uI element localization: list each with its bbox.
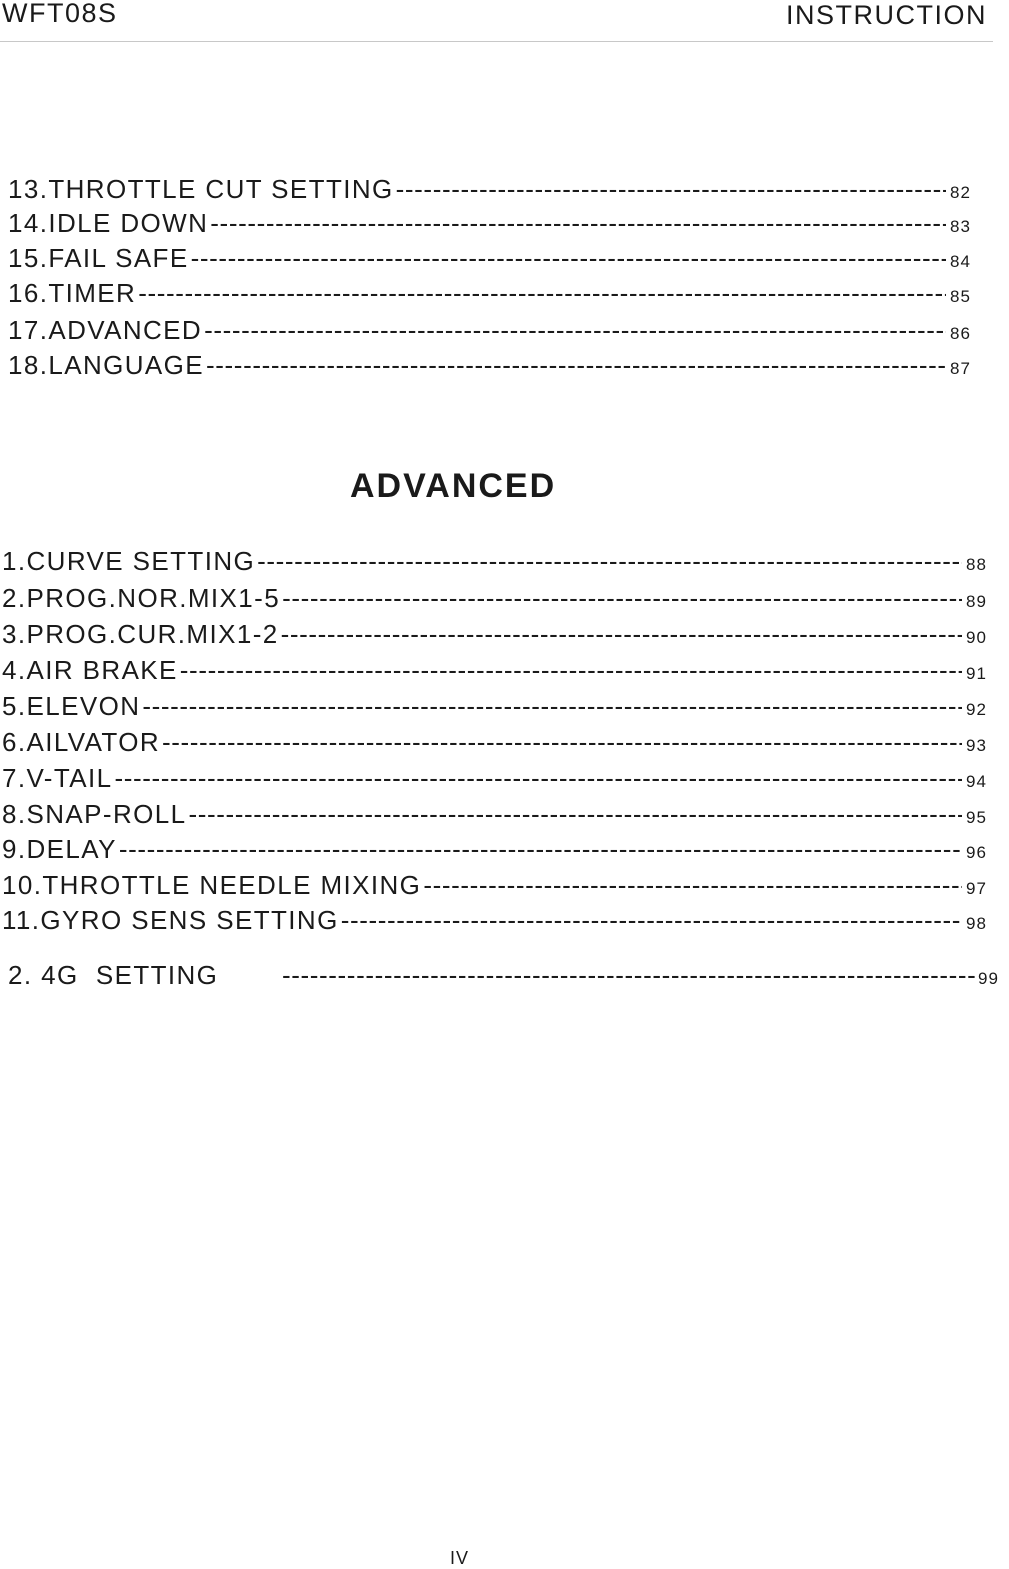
- toc-leader-dots: [257, 546, 962, 576]
- toc-entry-elevon[interactable]: [2, 685, 996, 721]
- header-divider: [0, 41, 993, 42]
- toc-entry-label: 1.CURVE SETTING: [2, 546, 256, 576]
- toc-entry-24g-setting[interactable]: [8, 954, 1008, 990]
- toc-entry-label: 7.V-TAIL: [2, 763, 113, 793]
- toc-leader-dots: [119, 834, 962, 864]
- toc-leader-dots: [191, 243, 946, 273]
- toc-entry-label: 4.AIR BRAKE: [2, 655, 178, 685]
- toc-leader-dots: [206, 350, 946, 380]
- toc-entry-fail-safe[interactable]: [8, 237, 980, 273]
- toc-leader-dots: [180, 655, 962, 685]
- toc-entry-label: 2. 4G SETTING: [8, 960, 219, 990]
- toc-leader-dots: [138, 278, 946, 308]
- toc-entry-label: 8.SNAP-ROLL: [2, 799, 187, 829]
- toc-entry-label: 11.GYRO SENS SETTING: [2, 905, 339, 935]
- toc-entry-prog-nor-mix[interactable]: [2, 577, 996, 613]
- toc-entry-label: 2.PROG.NOR.MIX1-5: [2, 583, 281, 613]
- toc-leader-dots: [114, 763, 962, 793]
- toc-page-number: 93: [966, 736, 987, 755]
- toc-page-number: 91: [966, 664, 987, 683]
- toc-entry-label: 5.ELEVON: [2, 691, 141, 721]
- toc-entry-label: 13.THROTTLE CUT SETTING: [8, 174, 394, 204]
- toc-entry-ailvator[interactable]: [2, 721, 996, 757]
- toc-entry-label: 15.FAIL SAFE: [8, 243, 189, 273]
- model-name: WFT08S: [2, 0, 118, 28]
- toc-page-number: 98: [966, 914, 987, 933]
- toc-leader-dots: [423, 870, 962, 900]
- toc-leader-dots: [396, 174, 946, 204]
- toc-entry-gyro-sens-setting[interactable]: [2, 899, 996, 935]
- toc-page-number: 88: [966, 555, 987, 574]
- toc-entry-throttle-needle-mixing[interactable]: [2, 864, 996, 900]
- toc-leader-dots: [142, 691, 962, 721]
- toc-entry-advanced[interactable]: [8, 309, 980, 345]
- toc-leader-dots: [162, 727, 962, 757]
- toc-page-number: 92: [966, 700, 987, 719]
- toc-entry-idle-down[interactable]: [8, 202, 980, 238]
- toc-entry-label: 10.THROTTLE NEEDLE MIXING: [2, 870, 422, 900]
- page-number: IV: [450, 1548, 470, 1568]
- toc-entry-label: 3.PROG.CUR.MIX1-2: [2, 619, 279, 649]
- toc-entry-label: 6.AILVATOR: [2, 727, 161, 757]
- document-title: INSTRUCTION: [786, 0, 987, 30]
- toc-page-number: 90: [966, 628, 987, 647]
- toc-entry-prog-cur-mix[interactable]: [2, 613, 996, 649]
- toc-entry-curve-setting[interactable]: [2, 540, 996, 576]
- toc-entry-label: 16.TIMER: [8, 278, 137, 308]
- toc-page-number: 87: [950, 359, 971, 378]
- toc-page-number: 89: [966, 592, 987, 611]
- toc-leader-dots: [281, 619, 962, 649]
- toc-entry-throttle-cut[interactable]: [8, 168, 980, 204]
- toc-page-number: 95: [966, 808, 987, 827]
- toc-page-number: 85: [950, 287, 971, 306]
- toc-leader-dots: [210, 208, 946, 238]
- toc-page-number: 96: [966, 843, 987, 862]
- toc-page-number: 86: [950, 324, 971, 343]
- toc-leader-dots: [341, 905, 962, 935]
- toc-page-number: 83: [950, 217, 971, 236]
- toc-page-number: 94: [966, 772, 987, 791]
- toc-entry-label: 18.LANGUAGE: [8, 350, 205, 380]
- toc-leader-dots: [204, 315, 946, 345]
- toc-entry-label: 17.ADVANCED: [8, 315, 203, 345]
- toc-leader-dots: [282, 960, 977, 990]
- toc-entry-v-tail[interactable]: [2, 757, 996, 793]
- toc-page-number: 84: [950, 252, 971, 271]
- toc-page-number: 82: [950, 183, 971, 202]
- toc-page-number: 97: [966, 879, 987, 898]
- toc-page-number: 99: [978, 969, 999, 988]
- toc-entry-air-brake[interactable]: [2, 649, 996, 685]
- toc-entry-snap-roll[interactable]: [2, 793, 996, 829]
- toc-entry-delay[interactable]: [2, 828, 996, 864]
- toc-leader-dots: [282, 583, 962, 613]
- section-title: ADVANCED: [350, 467, 557, 505]
- toc-entry-label: 9.DELAY: [2, 834, 117, 864]
- toc-entry-timer[interactable]: [8, 272, 980, 308]
- toc-entry-label: 14.IDLE DOWN: [8, 208, 209, 238]
- toc-entry-language[interactable]: [8, 344, 980, 380]
- toc-leader-dots: [188, 799, 962, 829]
